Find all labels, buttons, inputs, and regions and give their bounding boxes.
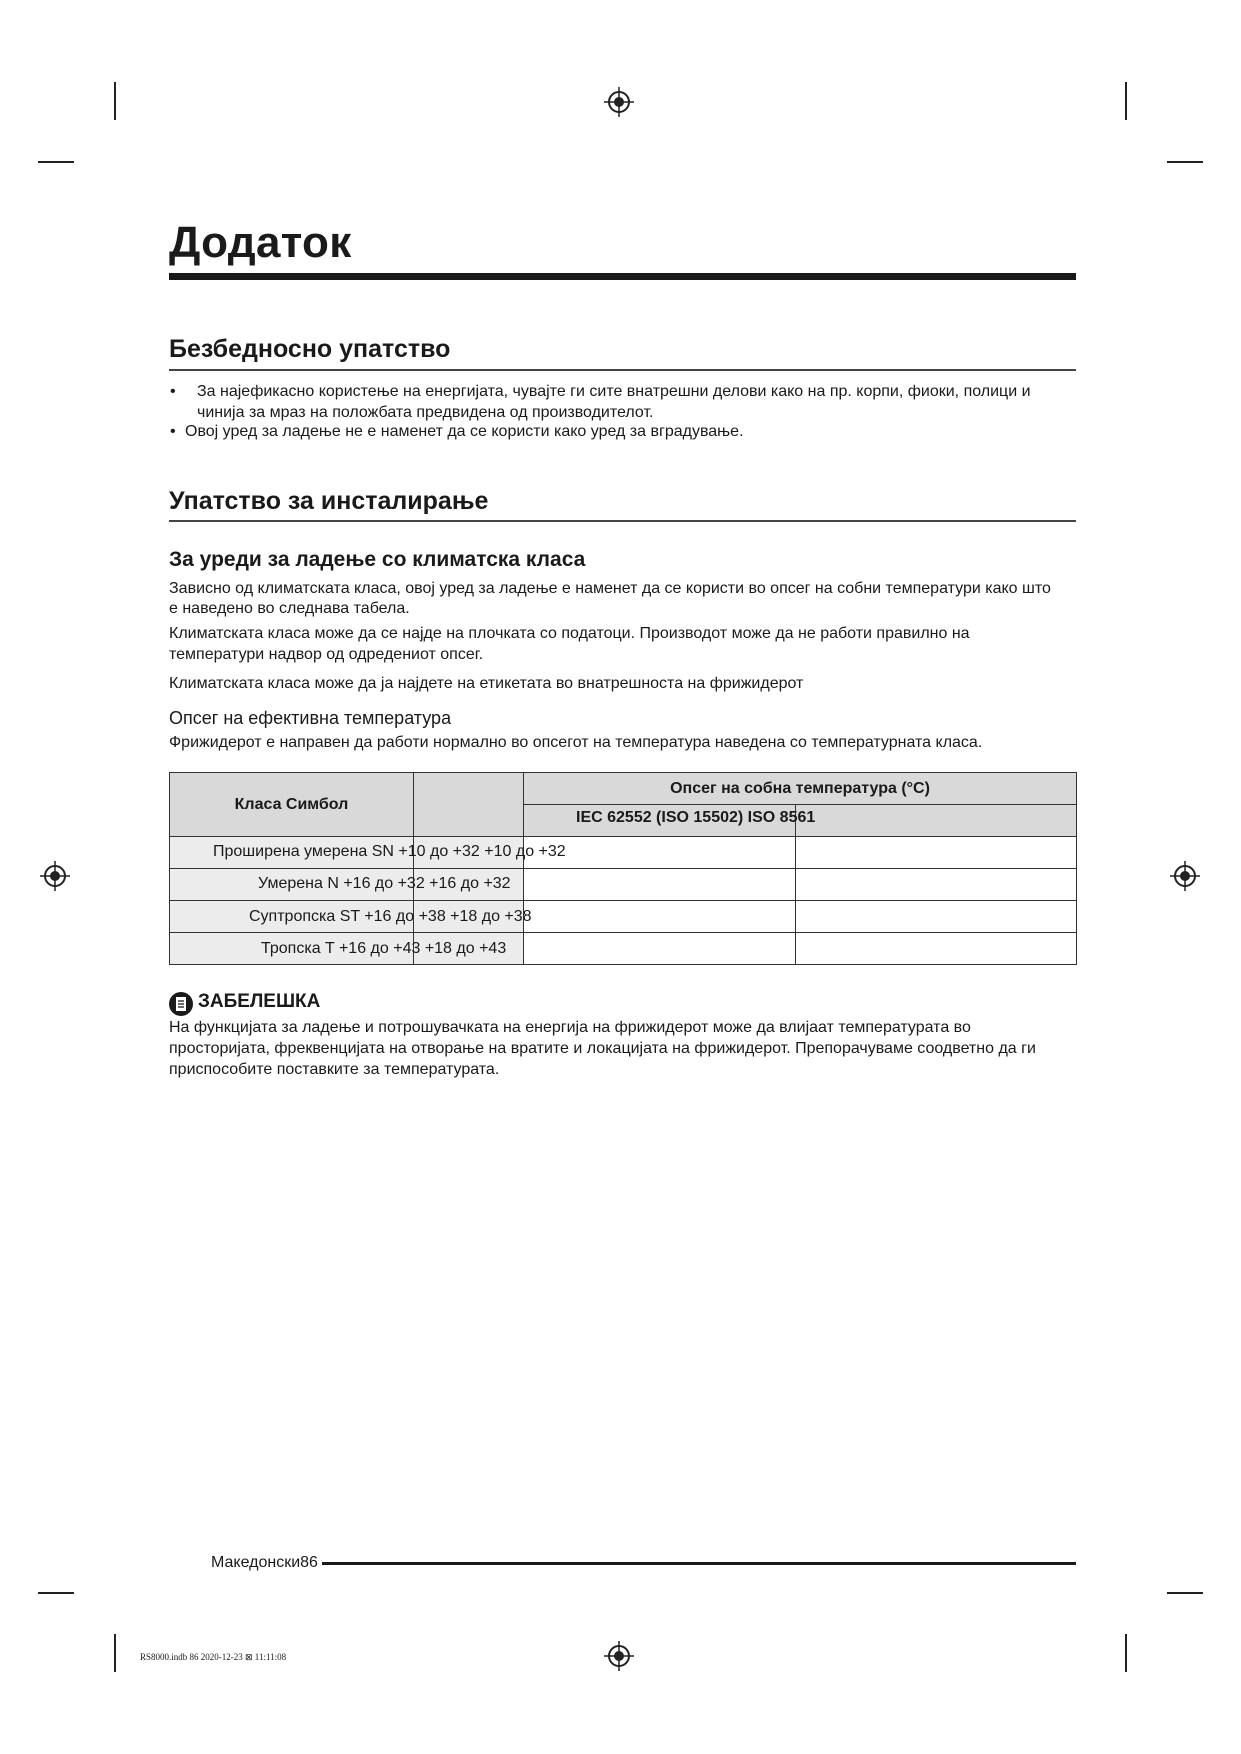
registration-mark-icon	[40, 861, 70, 891]
table-cell	[524, 901, 796, 933]
range-text: Фрижидерот е направен да работи нормално во опсегот на температура наведена со температурната класа.	[169, 734, 983, 751]
crop-mark	[38, 1592, 74, 1594]
install-heading: Упатство за инсталирање	[169, 487, 489, 515]
install-paragraph-1-line2: е наведено во следнава табела.	[169, 600, 410, 617]
table-header-row	[170, 773, 1077, 805]
crop-mark	[114, 1634, 116, 1672]
safety-bullet-1-line2: чинија за мраз на положбата предвидена од производителот.	[197, 404, 654, 421]
page-footer-label: Македонски86	[211, 1554, 318, 1571]
install-paragraph-2-line1: Климатската класа може да се најде на плочката со податоци. Производот може да не работи правилно на	[169, 625, 970, 642]
note-line-3: приспособите поставките за температурата.	[169, 1061, 500, 1078]
registration-mark-icon	[1170, 861, 1200, 891]
table-cell	[796, 933, 1077, 965]
bullet-icon: •	[170, 423, 176, 440]
safety-bullet-2: Овој уред за ладење не е наменет да се користи како уред за вградување.	[185, 423, 744, 440]
table-cell	[524, 933, 796, 965]
crop-mark	[1167, 161, 1203, 163]
header-standard-cell	[796, 805, 1077, 837]
crop-mark	[1167, 1592, 1203, 1594]
section-rule	[169, 369, 1076, 371]
table-cell	[796, 837, 1077, 869]
table-row-t: Тропска T +16 до +43 +18 до +43	[261, 940, 507, 957]
crop-mark	[38, 161, 74, 163]
crop-mark	[114, 82, 116, 120]
header-class-symbol: Класа Симбол	[234, 795, 349, 813]
install-paragraph-3: Климатската класа може да ја најдете на етикетата во внатрешноста на фрижидерот	[169, 675, 804, 692]
table-row-n: Умерена N +16 до +32 +16 до +32	[258, 875, 511, 892]
table-cell	[796, 869, 1077, 901]
install-paragraph-2-line2: температури надвор од одредениот опсег.	[169, 646, 484, 663]
header-standard: IEC 62552 (ISO 15502) ISO 8561	[576, 809, 816, 826]
note-icon	[169, 992, 193, 1016]
header-room-temperature-range: Опсег на собна температура (°C)	[670, 779, 930, 797]
footer-rule	[322, 1562, 1076, 1565]
section-rule	[169, 520, 1076, 522]
title-rule	[169, 273, 1076, 280]
registration-mark-icon	[604, 87, 634, 117]
crop-mark	[1125, 1634, 1127, 1672]
install-paragraph-1-line1: Зависно од климатската класа, овој уред за ладење е наменет да се користи во опсег на собни температури како што	[169, 580, 1051, 597]
page-title: Додаток	[169, 218, 352, 267]
table-cell	[524, 869, 796, 901]
range-heading: Опсег на ефективна температура	[169, 708, 452, 728]
climate-subheading: За уреди за ладење со климатска класа	[169, 548, 586, 571]
table-row-sn: Проширена умерена SN +10 до +32 +10 до +32	[213, 843, 566, 860]
registration-mark-icon	[604, 1641, 634, 1671]
header-range-cell	[524, 773, 1077, 805]
header-class-symbol-cell	[170, 773, 414, 837]
note-label: ЗАБЕЛЕШКА	[198, 991, 321, 1012]
safety-heading: Безбедносно упатство	[169, 335, 451, 363]
table-cell	[796, 901, 1077, 933]
crop-mark	[1125, 82, 1127, 120]
climate-class-table	[169, 772, 1077, 965]
note-line-1: На функцијата за ладење и потрошувачката на енергија на фрижидерот може да влијаат температурата во	[169, 1019, 971, 1036]
print-slug: RS8000.indb 86 2020-12-23 ⊠ 11:11:08	[140, 1652, 287, 1662]
header-empty-cell	[414, 773, 524, 837]
bullet-icon: •	[170, 383, 176, 400]
safety-bullet-1-line1: За најефикасно користење на енергијата, чувајте ги сите внатрешни делови како на пр. корпи, фиоки, полици и	[197, 383, 1031, 400]
note-line-2: просторијата, фреквенцијата на отворање на вратите и локацијата на фрижидерот. Препорачуваме соодветно да ги	[169, 1040, 1036, 1057]
table-row-st: Суптропска ST +16 до +38 +18 до +38	[249, 908, 532, 925]
